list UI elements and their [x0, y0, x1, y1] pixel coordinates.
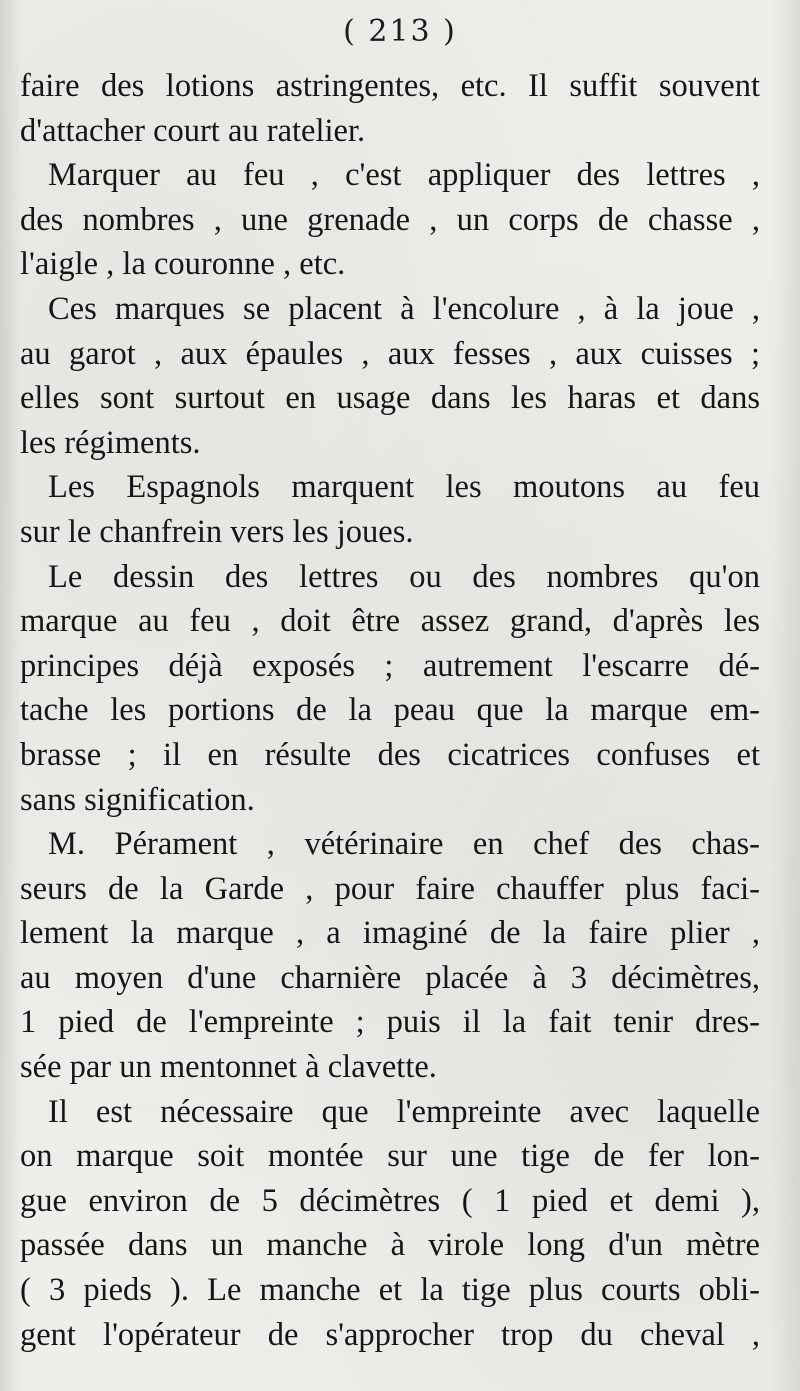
body-text: [20, 64, 760, 1357]
text-line: 1 pied de l'empreinte ; puis il la fait tenir dres-: [20, 1004, 760, 1041]
text-line: sée par un mentonnet à clavette.: [20, 1049, 437, 1086]
text-line: M. Pérament , vétérinaire en chef des chas-: [48, 826, 760, 863]
text-line: passée dans un manche à virole long d'un mètre: [20, 1227, 760, 1264]
text-line: elles sont surtout en usage dans les haras et dans: [20, 380, 760, 417]
text-line: des nombres , une grenade , un corps de chasse ,: [20, 201, 760, 238]
text-line: gue environ de 5 décimètres ( 1 pied et demi ),: [20, 1182, 760, 1219]
text-line: Le dessin des lettres ou des nombres qu'on: [48, 558, 760, 595]
text-line: Il est nécessaire que l'empreinte avec laquelle: [48, 1093, 760, 1130]
text-line: principes déjà exposés ; autrement l'escarre dé-: [20, 647, 760, 684]
text-line: au moyen d'une charnière placée à 3 décimètres,: [20, 959, 760, 996]
text-line: sur le chanfrein vers les joues.: [20, 513, 414, 550]
text-line: Marquer au feu , c'est appliquer des lettres ,: [48, 157, 760, 194]
text-line: au garot , aux épaules , aux fesses , aux cuisses ;: [20, 335, 760, 372]
text-line: Ces marques se placent à l'encolure , à la joue ,: [48, 290, 760, 327]
text-line: tache les portions de la peau que la marque em-: [20, 692, 760, 729]
text-line: d'attacher court au ratelier.: [20, 112, 366, 149]
page-number: ( 213 ): [343, 14, 457, 49]
text-line: brasse ; il en résulte des cicatrices confuses et: [20, 736, 760, 773]
text-line: ( 3 pieds ). Le manche et la tige plus courts obli-: [20, 1272, 760, 1309]
text-line: faire des lotions astringentes, etc. Il suffit souvent: [20, 68, 760, 104]
text-line: lement la marque , a imaginé de la faire plier ,: [20, 915, 760, 952]
text-line: l'aigle , la couronne , etc.: [20, 246, 346, 283]
text-line: on marque soit montée sur une tige de fer lon-: [20, 1138, 760, 1175]
text-line: marque au feu , doit être assez grand, d'après les: [20, 603, 760, 640]
text-line: seurs de la Garde , pour faire chauffer plus faci-: [20, 870, 760, 907]
text-line: gent l'opérateur de s'approcher trop du cheval ,: [20, 1316, 760, 1353]
text-line: sans signification.: [20, 781, 255, 818]
text-line: Les Espagnols marquent les moutons au feu: [48, 469, 760, 506]
text-line: les régiments.: [20, 424, 201, 461]
